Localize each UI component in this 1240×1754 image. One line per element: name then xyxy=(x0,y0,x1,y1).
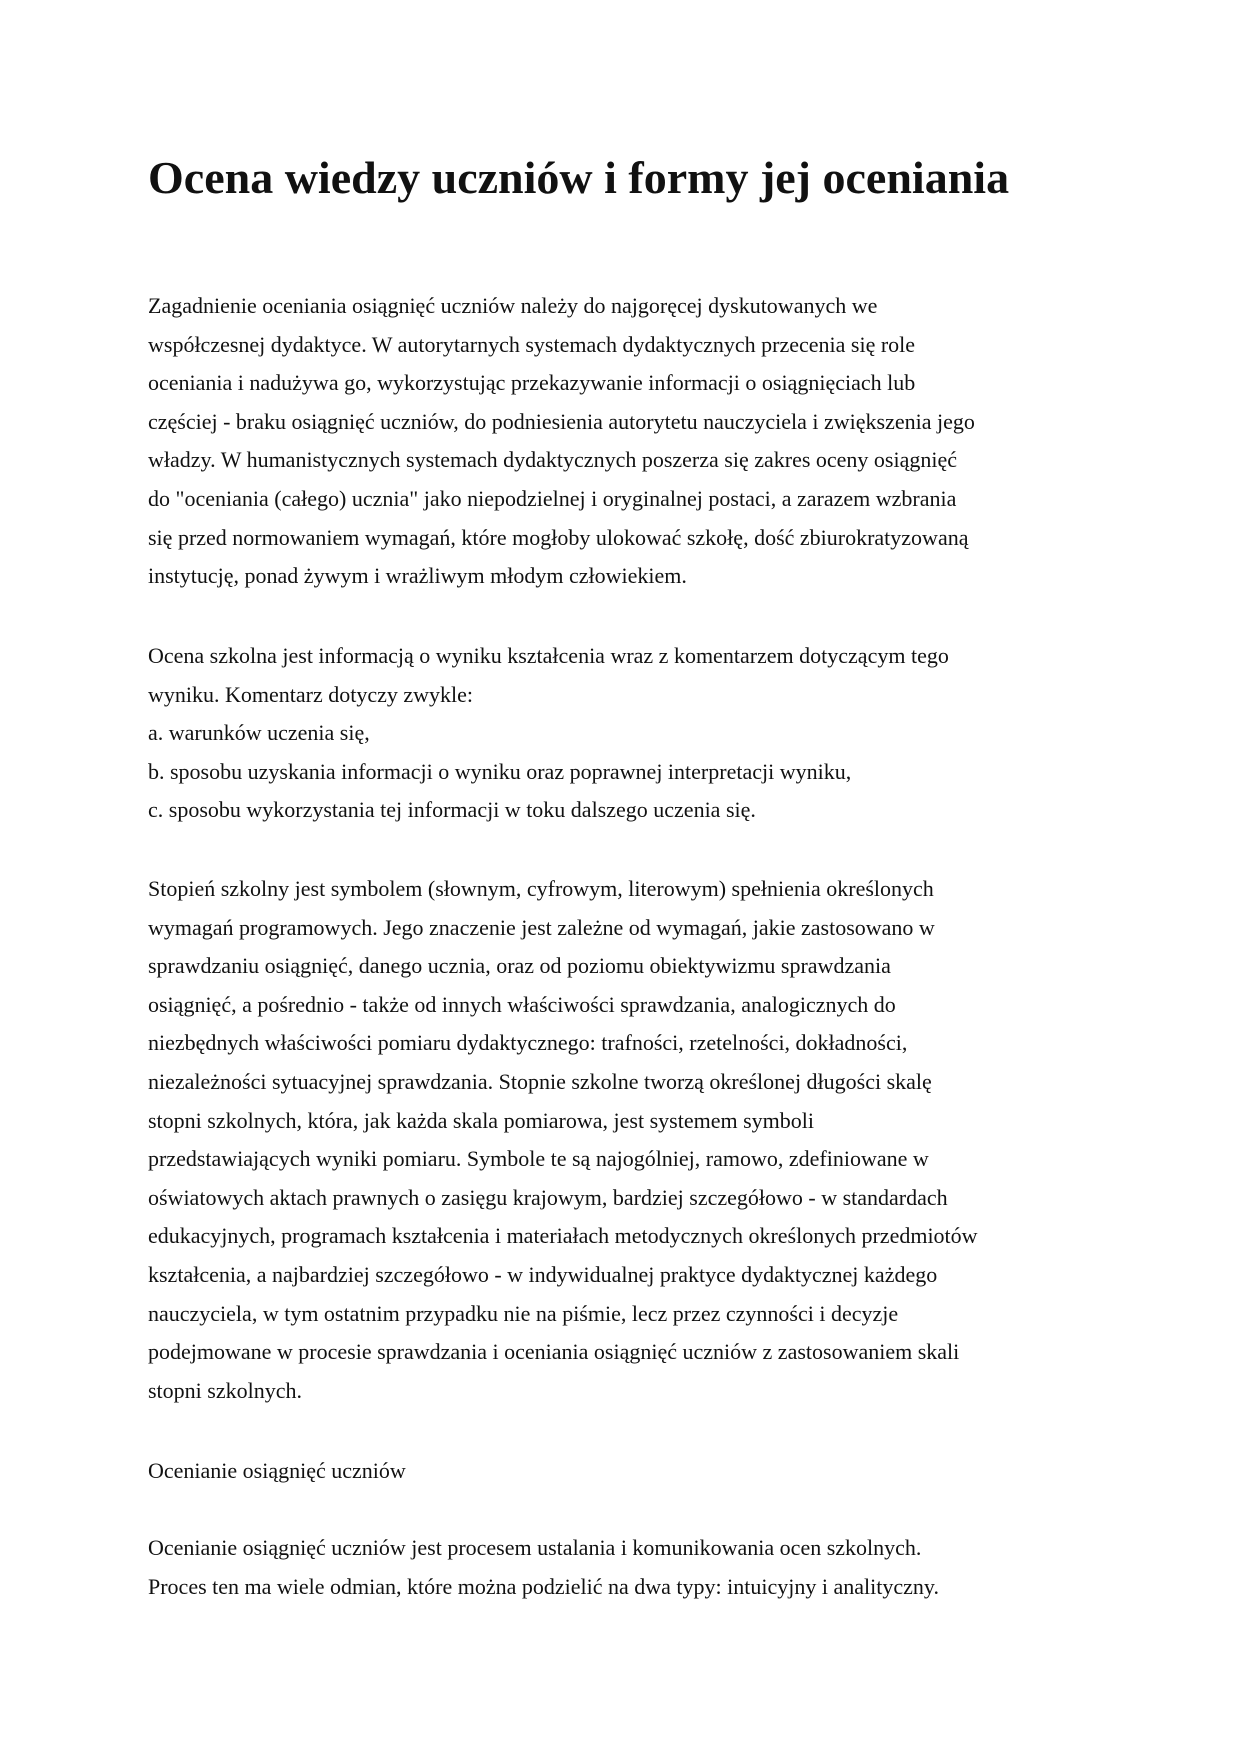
text-line: niezależności sytuacyjnej sprawdzania. Stopnie szkolne tworzą określonej długości skalę xyxy=(148,1068,932,1094)
paragraph-grade-symbol xyxy=(148,870,1108,1410)
text-line: przedstawiających wyniki pomiaru. Symbole te są najogólniej, ramowo, zdefiniowane w xyxy=(148,1146,929,1172)
section-subheading xyxy=(148,1452,1108,1491)
text-line: Proces ten ma wiele odmian, które można podzielić na dwa typy: intuicyjny i analityczny. xyxy=(148,1573,939,1599)
text-line: stopni szkolnych. xyxy=(148,1377,302,1403)
paragraph-grading-process xyxy=(148,1529,1108,1606)
text-line: stopni szkolnych, która, jak każda skala pomiarowa, jest systemem symboli xyxy=(148,1107,814,1133)
paragraph-school-grade xyxy=(148,637,1108,830)
text-line: instytucję, ponad żywym i wrażliwym młodym człowiekiem. xyxy=(148,563,687,589)
text-line: wymagań programowych. Jego znaczenie jest zależne od wymagań, jakie zastosowano w xyxy=(148,914,935,940)
text-line: się przed normowaniem wymagań, które mogłoby ulokować szkołę, dość zbiurokratyzowaną xyxy=(148,524,969,550)
text-line: nauczyciela, w tym ostatnim przypadku nie na piśmie, lecz przez czynności i decyzje xyxy=(148,1300,899,1326)
list-item: c. sposobu wykorzystania tej informacji w toku dalszego uczenia się. xyxy=(148,797,756,823)
text-line: współczesnej dydaktyce. W autorytarnych systemach dydaktycznych przecenia się role xyxy=(148,331,916,357)
text-line: Stopień szkolny jest symbolem (słownym, cyfrowym, literowym) spełnienia określonych xyxy=(148,876,934,901)
text-line: do "oceniania (całego) ucznia" jako niepodzielnej i oryginalnej postaci, a zarazem wzbrania xyxy=(148,485,957,511)
text-line: podejmowane w procesie sprawdzania i oceniania osiągnięć uczniów z zastosowaniem skali xyxy=(148,1339,960,1365)
text-line: Ocenianie osiągnięć uczniów jest procesem ustalania i komunikowania ocen szkolnych. xyxy=(148,1535,922,1560)
text-line: osiągnięć, a pośrednio - także od innych właściwości sprawdzania, analogicznych do xyxy=(148,991,896,1017)
paragraph-grading-debate xyxy=(148,287,1108,596)
text-line: niezbędnych właściwości pomiaru dydaktycznego: trafności, rzetelności, dokładności, xyxy=(148,1030,908,1056)
text-line: Zagadnienie oceniania osiągnięć uczniów należy do najgoręcej dyskutowanych we xyxy=(148,293,878,318)
text-line: Ocena szkolna jest informacją o wyniku kształcenia wraz z komentarzem dotyczącym tego xyxy=(148,643,949,668)
list-item: b. sposobu uzyskania informacji o wyniku oraz poprawnej interpretacji wyniku, xyxy=(148,758,852,784)
text-line: oceniania i nadużywa go, wykorzystując przekazywanie informacji o osiągnięciach lub xyxy=(148,370,916,396)
text-line: częściej - braku osiągnięć uczniów, do podniesienia autorytetu nauczyciela i zwiększenia jego xyxy=(148,408,975,434)
text-line: wyniku. Komentarz dotyczy zwykle: xyxy=(148,681,474,707)
subheading-text: Ocenianie osiągnięć uczniów xyxy=(148,1458,406,1483)
text-line: kształcenia, a najbardziej szczegółowo - w indywidualnej praktyce dydaktycznej każdego xyxy=(148,1261,938,1287)
text-line: sprawdzaniu osiągnięć, danego ucznia, oraz od poziomu obiektywizmu sprawdzania xyxy=(148,953,891,979)
list-item: a. warunków uczenia się, xyxy=(148,720,370,746)
text-line: oświatowych aktach prawnych o zasięgu krajowym, bardziej szczegółowo - w standardach xyxy=(148,1184,948,1210)
document-title: Ocena wiedzy uczniów i formy jej oceniania xyxy=(148,152,1010,203)
text-line: władzy. W humanistycznych systemach dydaktycznych poszerza się zakres oceny osiągnięć xyxy=(148,447,958,473)
text-line: edukacyjnych, programach kształcenia i materiałach metodycznych określonych przedmiotów xyxy=(148,1223,978,1249)
